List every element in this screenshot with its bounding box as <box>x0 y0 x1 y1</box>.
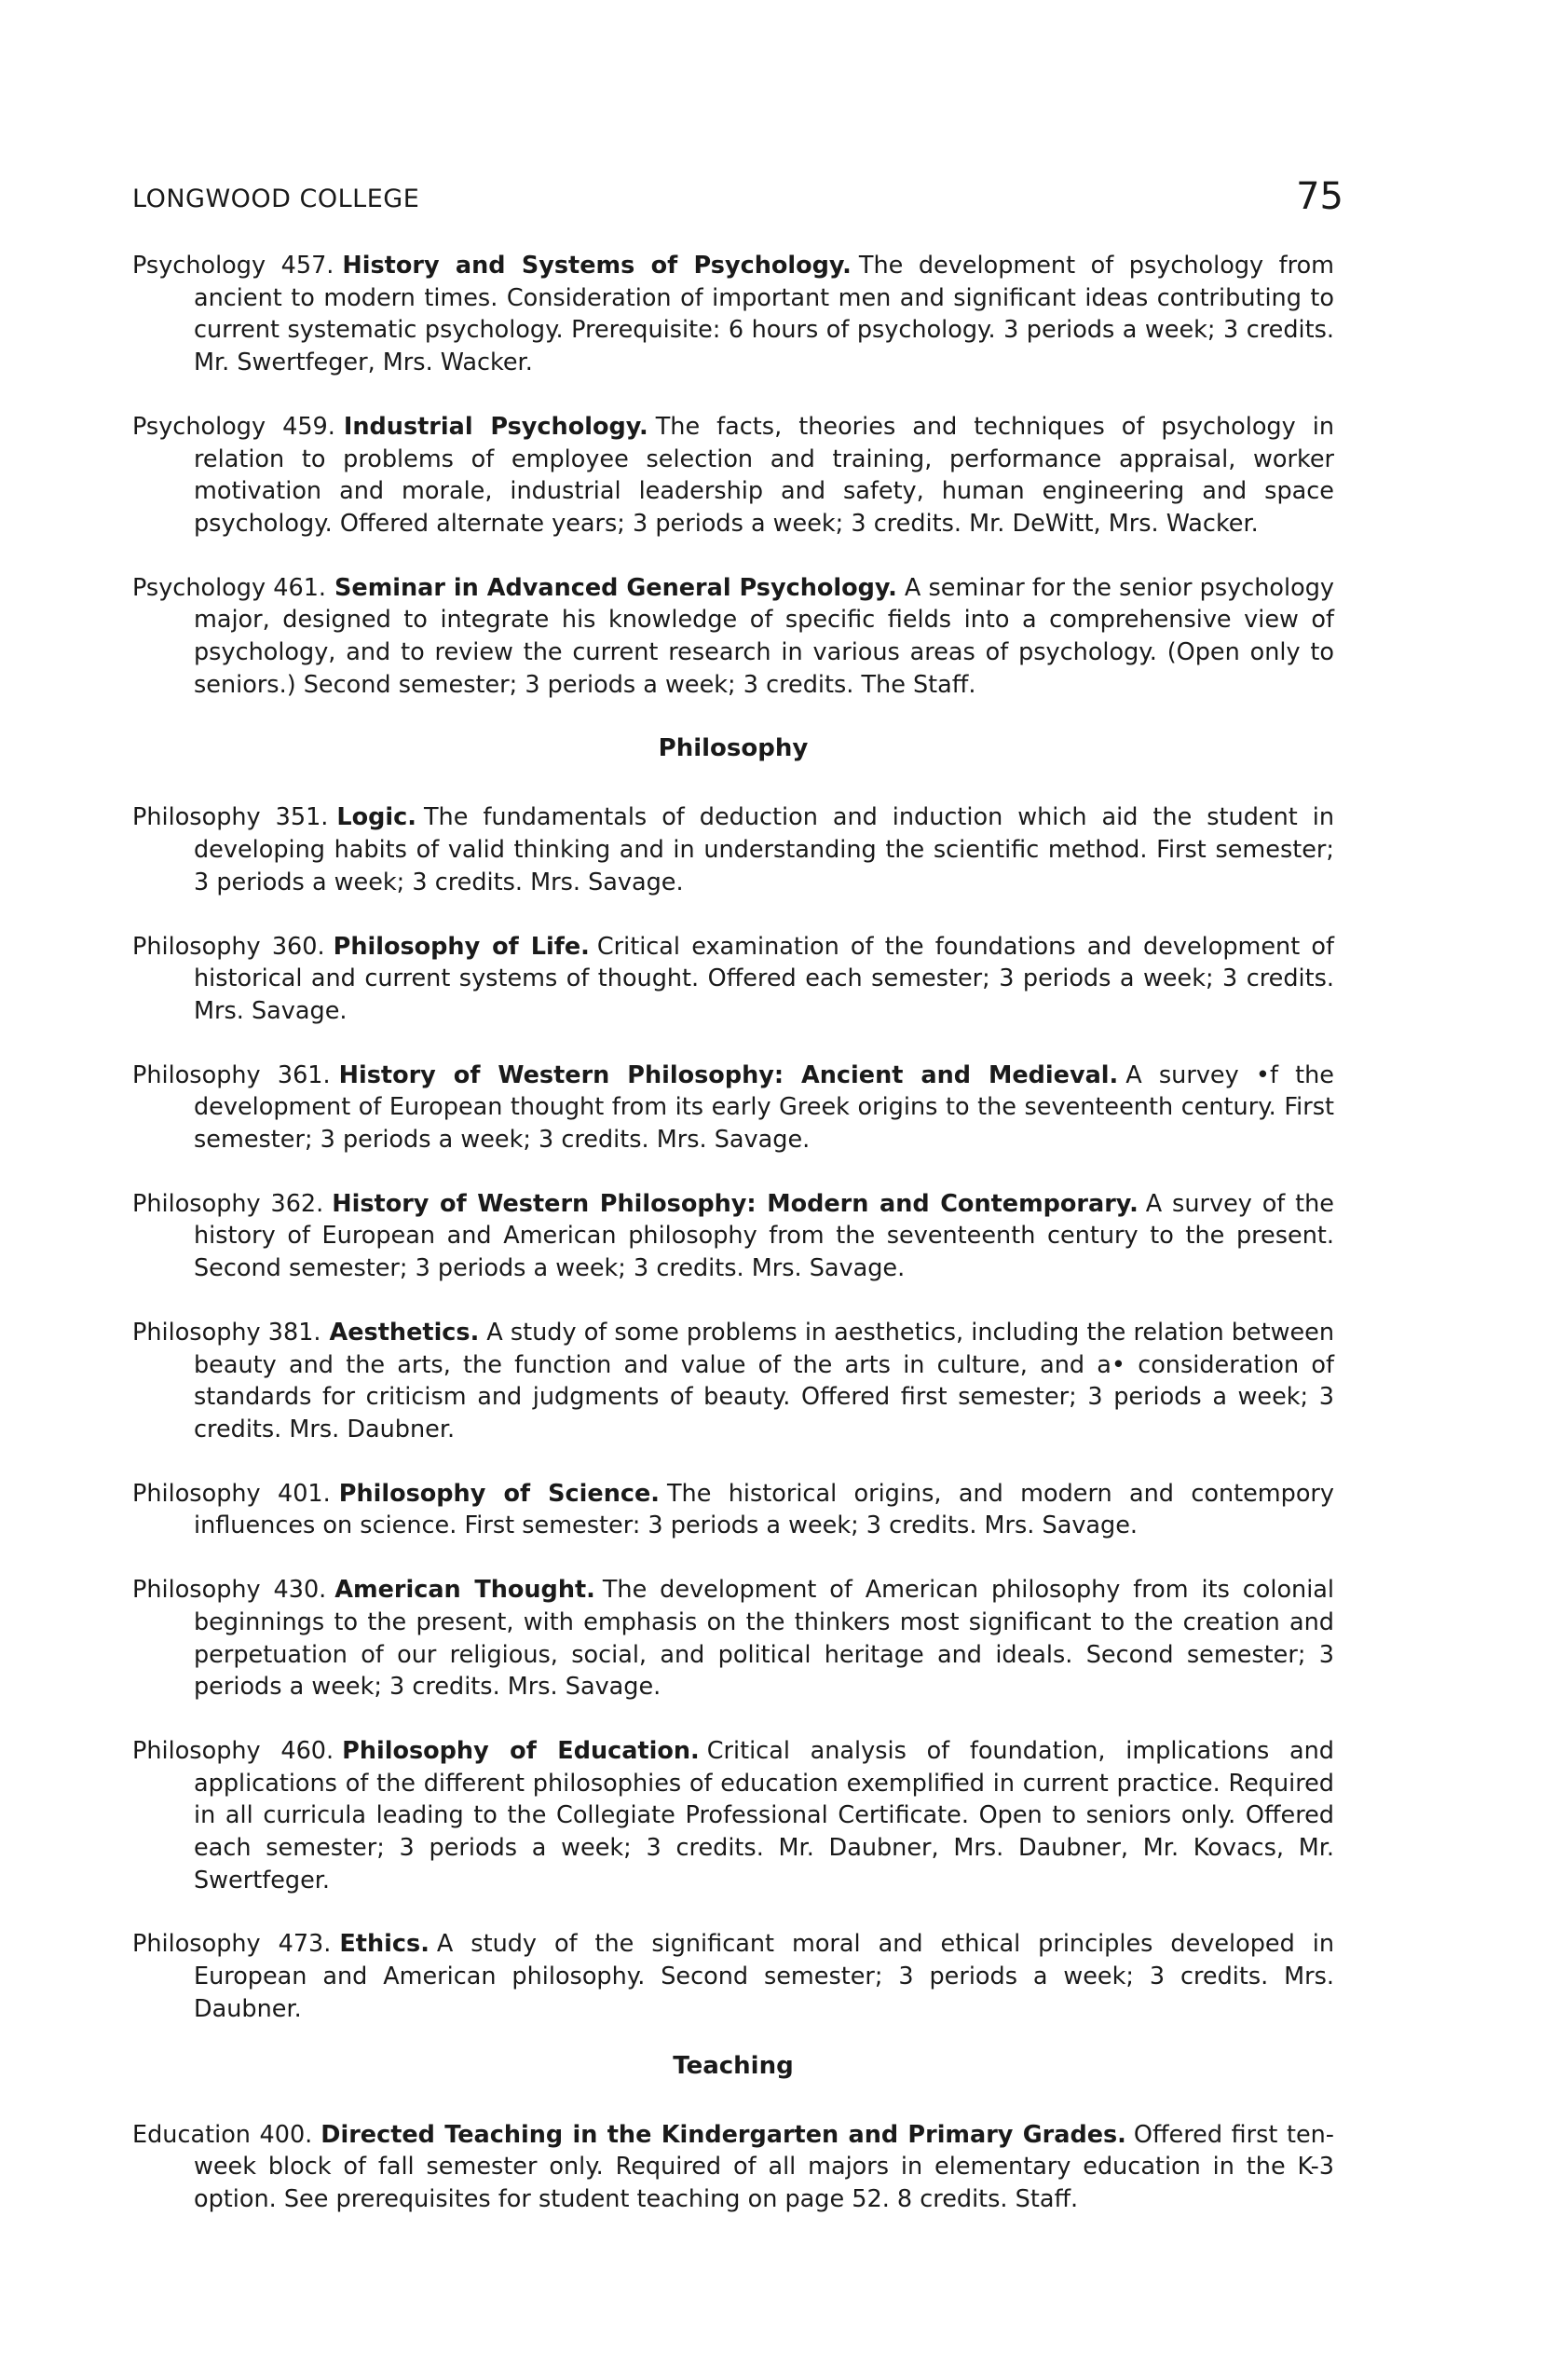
course-description: Critical analysis of foundation, implications and applications of the different philosophies of education exemplified in current practice. Required in all curricula leading to the Collegiate Professional Certificate. Open to seniors only. Offered each semester; 3 periods a week; 3 credits. Mr. Daubner, Mrs. Daubner, Mr. Kovacs, Mr. Swertfeger. <box>194 1736 1334 1894</box>
course-description: A study of the significant moral and ethical principles developed in European and American philosophy. Second semester; 3 periods a week; 3 credits. Mrs. Daubner. <box>194 1930 1334 2023</box>
course-number: Philosophy 351. <box>132 803 329 832</box>
course-number: Philosophy 430. <box>132 1576 327 1605</box>
course-number: Education 400. <box>132 2120 313 2149</box>
course-description: A survey of the history of European and American philosophy from the seventeenth century to the present. Second semester; 3 periods a week; 3 credits. Mrs. Savage. <box>194 1189 1334 1283</box>
course-entry-philosophy-361 <box>132 1060 1334 1156</box>
course-entry-education-400 <box>132 2119 1334 2216</box>
course-number: Philosophy 473. <box>132 1930 332 1959</box>
course-description: The development of American philosophy from its colonial beginnings to the present, with emphasis on the thinkers most significant to the creation and perpetuation of our religious, social, and political heritage and ideals. Second semester; 3 periods a week; 3 credits. Mrs. Savage. <box>194 1576 1334 1702</box>
course-title: Ethics. <box>339 1930 430 1959</box>
running-head <box>132 175 1343 231</box>
course-description: A survey •f the development of European thought from its early Greek origins to the seventeenth century. First semester; 3 periods a week; 3 credits. Mrs. Savage. <box>194 1060 1334 1155</box>
course-description: The development of psychology from ancient to modern times. Consideration of important men and significant ideas contributing to current systematic psychology. Prerequisite: 6 hours of psychology. 3 periods a week; 3 credits. Mr. Swertfeger, Mrs. Wacker. <box>194 252 1335 377</box>
course-number: Philosophy 401. <box>132 1479 331 1508</box>
course-description: The facts, theories and techniques of psychology in relation to problems of employee selection and training, performance appraisal, worker motivation and morale, industrial leadership and safety, human engineering and space psychology. Offered alternate years; 3 periods a week; 3 credits. Mr. DeWitt, Mrs. Wacker. <box>194 412 1335 538</box>
course-entry-philosophy-381 <box>132 1317 1334 1446</box>
course-title: Directed Teaching in the Kindergarten and Primary Grades. <box>320 2120 1126 2149</box>
course-entry-psychology-457 <box>132 250 1334 379</box>
course-number: Philosophy 381. <box>132 1318 321 1347</box>
section-heading-teaching: Teaching <box>673 2051 794 2080</box>
course-title: Logic. <box>336 803 416 832</box>
college-name: LONGWOOD COLLEGE <box>132 185 420 213</box>
course-title: History of Western Philosophy: Ancient and Medieval. <box>338 1060 1119 1089</box>
course-title: Seminar in Advanced General Psychology. <box>334 573 897 602</box>
course-description: Critical examination of the foundations and development of historical and current systems of thought. Offered each semester; 3 periods a week; 3 credits. Mrs. Savage. <box>194 932 1334 1025</box>
course-entry-psychology-459 <box>132 411 1334 540</box>
section-heading-philosophy: Philosophy <box>658 734 809 763</box>
course-number: Philosophy 361. <box>132 1060 331 1089</box>
page-number: 75 <box>1296 175 1343 218</box>
course-number: Psychology 457. <box>132 252 334 280</box>
course-description: The historical origins, and modern and contempory influences on science. First semester: 3 periods a week; 3 credits. Mrs. Savage. <box>194 1479 1334 1540</box>
course-description: The fundamentals of deduction and induction which aid the student in developing habits of valid thinking and in understanding the scientific method. First semester; 3 periods a week; 3 credits. Mrs. Savage. <box>194 803 1334 896</box>
course-number: Psychology 461. <box>132 573 327 602</box>
course-title: History of Western Philosophy: Modern and Contemporary. <box>332 1189 1139 1218</box>
course-number: Philosophy 460. <box>132 1736 334 1765</box>
course-description: A seminar for the senior psychology major, designed to integrate his knowledge of specific fields into a comprehensive view of psychology, and to review the current research in various areas of psychology. (Open only to seniors.) Second semester; 3 periods a week; 3 credits. The Staff. <box>194 573 1334 699</box>
course-number: Psychology 459. <box>132 412 335 441</box>
course-entry-philosophy-460 <box>132 1735 1334 1897</box>
course-title: Industrial Psychology. <box>343 412 648 441</box>
course-title: History and Systems of Psychology. <box>342 252 852 280</box>
course-title: Philosophy of Education. <box>342 1736 700 1765</box>
course-title: Philosophy of Science. <box>338 1479 660 1508</box>
course-number: Philosophy 360. <box>132 932 325 961</box>
course-title: Aesthetics. <box>329 1318 480 1347</box>
course-entry-philosophy-351 <box>132 801 1334 898</box>
course-entry-philosophy-401 <box>132 1478 1334 1542</box>
course-listings <box>132 250 1334 2248</box>
course-entry-philosophy-360 <box>132 931 1334 1028</box>
course-description: A study of some problems in aesthetics, including the relation between beauty and the arts, the function and value of the arts in culture, and a• consideration of standards for criticism and judgments of beauty. Offered first semester; 3 periods a week; 3 credits. Mrs. Daubner. <box>194 1318 1334 1443</box>
course-title: Philosophy of Life. <box>333 932 590 961</box>
course-description: Offered first ten-week block of fall semester only. Required of all majors in elementary education in the K-3 option. See prerequisites for student teaching on page 52. 8 credits. Staff. <box>194 2120 1334 2213</box>
course-entry-psychology-461 <box>132 572 1334 702</box>
course-entry-philosophy-362 <box>132 1188 1334 1285</box>
course-entry-philosophy-430 <box>132 1574 1334 1703</box>
course-entry-philosophy-473 <box>132 1928 1334 2025</box>
course-title: American Thought. <box>334 1576 595 1605</box>
course-number: Philosophy 362. <box>132 1189 324 1218</box>
